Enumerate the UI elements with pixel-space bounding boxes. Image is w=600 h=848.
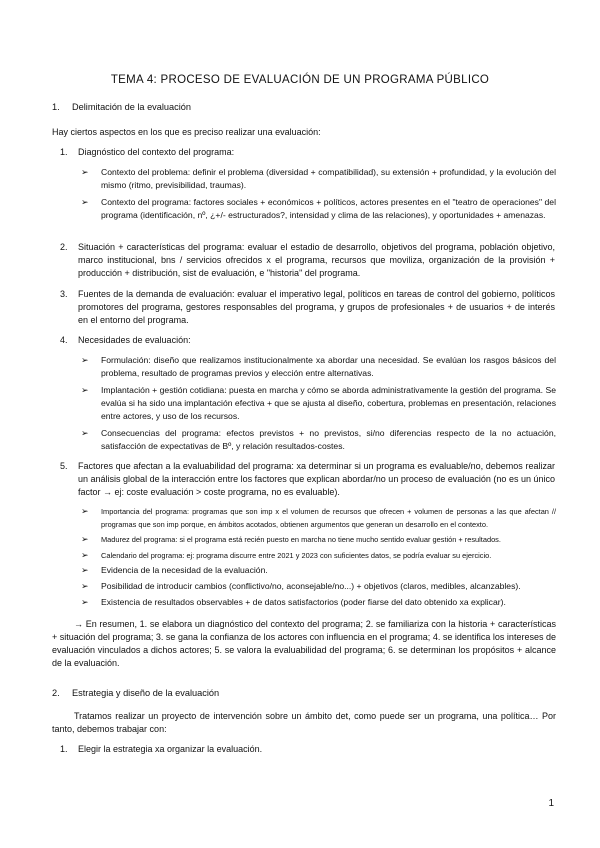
list-item-2 bbox=[60, 241, 555, 280]
section-2-label: Estrategia y diseño de la evaluación bbox=[72, 688, 220, 698]
arrow-bullet-icon: ➢ bbox=[81, 167, 89, 177]
bullet-5-1-text: Importancia del programa: programas que son imp x el volumen de recursos que ofrecen + volumen de personas a las que afectan // programas que son imp porque, en ámbitos acotados, obtienen argumentos que generan un desarrollo en el contexto. bbox=[101, 507, 556, 529]
bullet-4-2 bbox=[81, 384, 556, 423]
bullet-5-1 bbox=[81, 505, 556, 531]
arrow-bullet-icon: ➢ bbox=[81, 506, 89, 516]
bullet-5-2 bbox=[81, 533, 556, 546]
bullet-5-4 bbox=[81, 564, 556, 577]
bullet-5-2-text: Madurez del programa: si el programa está recién puesto en marcha no tiene mucho sentido evaluar gestión + resultados. bbox=[101, 535, 501, 544]
section-1-heading bbox=[52, 102, 191, 112]
bullet-4-3-text: Consecuencias del programa: efectos previstos + no previstos, si/no diferencias respecto de la no actuación, satisfacción de expectativas de Bº, y relación resultados-costes. bbox=[101, 428, 556, 451]
arrow-bullet-icon: ➢ bbox=[81, 581, 89, 591]
bullet-5-6-text: Existencia de resultados observables + de datos satisfactorios (poder fiarse del dato obtenido xa explicar). bbox=[101, 597, 506, 607]
list-item-4-text: Necesidades de evaluación: bbox=[78, 335, 191, 345]
section-1-label: Delimitación de la evaluación bbox=[72, 102, 191, 112]
list-item-1-number: 1. bbox=[60, 147, 68, 157]
page-number: 1 bbox=[548, 798, 554, 809]
arrow-bullet-icon: ➢ bbox=[81, 597, 89, 607]
bullet-1-1-text: Contexto del problema: definir el problema (diversidad + compatibilidad), su extensión + profundidad, y la evolución del mismo (ritmo, previsibilidad, traumas). bbox=[101, 167, 556, 190]
list-item-3-text: Fuentes de la demanda de evaluación: evaluar el imperativo legal, políticos en tareas de control del gobierno, políticos promotores del programa, gestores responsables del programa, y grupos de profesionales + de usuarios + de interés en el entorno del programa. bbox=[78, 289, 555, 325]
bullet-4-2-text: Implantación + gestión cotidiana: puesta en marcha y cómo se aborda administrativamente la gestión del programa. Se evalúa si ha sido una implantación efectiva + que se ajusta al diseño, cobertura, problemas en presentación, relaciones entre actores, y uso de los recursos. bbox=[101, 385, 556, 421]
bullet-5-6 bbox=[81, 596, 556, 609]
list-item-3 bbox=[60, 288, 555, 327]
arrow-bullet-icon: ➢ bbox=[81, 197, 89, 207]
bullet-5-5-text: Posibilidad de introducir cambios (conflictivo/no, aconsejable/no...) + objetivos (claros, medibles, alcanzables). bbox=[101, 581, 521, 591]
list-item-4 bbox=[60, 334, 552, 347]
bullet-1-1 bbox=[81, 166, 556, 192]
list-item-5 bbox=[60, 460, 555, 499]
list-item-4-number: 4. bbox=[60, 335, 68, 345]
section-2-heading bbox=[52, 688, 219, 698]
list-item-5-text: Factores que afectan a la evaluabilidad del programa: xa determinar si un programa es evaluable/no, debemos realizar un análisis global de la interacción entre los factores que explican abordar/no un proceso de evaluación (no es un único factor → ej: coste evaluación > coste programa, no es evaluable). bbox=[78, 461, 555, 497]
section-2-list-item-1 bbox=[60, 743, 552, 756]
bullet-4-1 bbox=[81, 354, 556, 380]
list-item-1-text: Diagnóstico del contexto del programa: bbox=[78, 147, 235, 157]
list-item-1 bbox=[60, 146, 552, 159]
intro-paragraph: Hay ciertos aspectos en los que es preciso realizar una evaluación: bbox=[52, 127, 321, 137]
list-item-2-text: Situación + características del programa: evaluar el estadio de desarrollo, objetivos del programa, población objetivo, marco institucional, bns / servicios ofrecidos x el programa, recursos que moviliza, organización de la provisión + producción + distribución, sist de evaluación, e "historia" del programa. bbox=[78, 242, 555, 278]
section-2-list-item-1-text: Elegir la estrategia xa organizar la evaluación. bbox=[78, 744, 263, 754]
section-2-list-item-1-number: 1. bbox=[60, 744, 68, 754]
bullet-5-4-text: Evidencia de la necesidad de la evaluación. bbox=[101, 565, 268, 575]
list-item-5-number: 5. bbox=[60, 461, 68, 471]
arrow-bullet-icon: ➢ bbox=[81, 550, 89, 560]
document-title: TEMA 4: PROCESO DE EVALUACIÓN DE UN PROGRAMA PÚBLICO bbox=[110, 74, 490, 86]
arrow-bullet-icon: ➢ bbox=[81, 355, 89, 365]
arrow-bullet-icon: ➢ bbox=[81, 385, 89, 395]
summary-paragraph: → En resumen, 1. se elabora un diagnóstico del contexto del programa; 2. se familiariza con la historia + características + situación del programa; 3. se gana la confianza de los actores con influencia en el programa; 4. se identifica los intereses de evaluación vinculados a dichos actores; 5. se valora la evaluabilidad del programa; 6. se determinan los propósitos + alcance de la evaluación. bbox=[52, 619, 556, 668]
bullet-1-2 bbox=[81, 196, 556, 222]
list-item-3-number: 3. bbox=[60, 289, 68, 299]
section-2-number: 2. bbox=[52, 688, 60, 698]
section-2-intro: Tratamos realizar un proyecto de intervención sobre un ámbito det, como puede ser un programa, una política… Por tanto, debemos trabajar con: bbox=[52, 711, 556, 734]
arrow-bullet-icon: ➢ bbox=[81, 534, 89, 544]
arrow-bullet-icon: ➢ bbox=[81, 565, 89, 575]
bullet-4-1-text: Formulación: diseño que realizamos institucionalmente xa abordar una necesidad. Se evalúan los rasgos básicos del problema, resultado de programas previos y elección entre alternativas. bbox=[101, 355, 556, 378]
list-item-2-number: 2. bbox=[60, 242, 68, 252]
bullet-5-5 bbox=[81, 580, 556, 593]
bullet-4-3 bbox=[81, 427, 556, 453]
bullet-5-3-text: Calendario del programa: ej: programa discurre entre 2021 y 2023 con suficientes datos, se podría evaluar su ejercicio. bbox=[101, 551, 492, 560]
section-1-number: 1. bbox=[52, 102, 60, 112]
arrow-bullet-icon: ➢ bbox=[81, 428, 89, 438]
bullet-1-2-text: Contexto del programa: factores sociales + económicos + políticos, actores presentes en el "teatro de operaciones" del programa (identificación, nº, ¿+/- estructurados?, intensidad y clima de las relaciones), y oportunidades + amenazas. bbox=[101, 197, 556, 220]
bullet-5-3 bbox=[81, 549, 556, 562]
